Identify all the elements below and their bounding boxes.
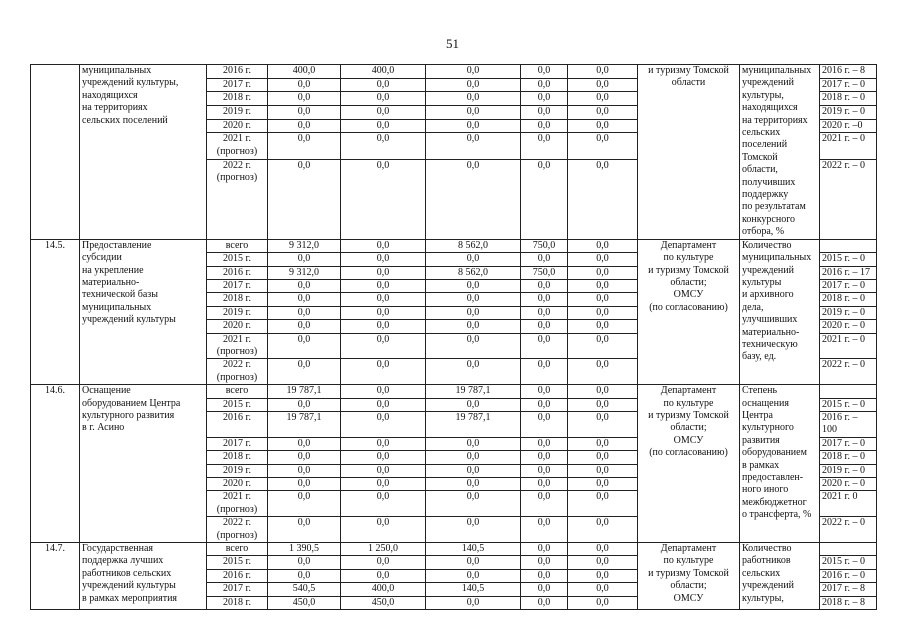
year-cell: 2020 г. xyxy=(207,119,268,133)
amount-cell: 0,0 xyxy=(268,517,341,543)
amount-cell: 0,0 xyxy=(268,78,341,92)
amount-cell: 0,0 xyxy=(341,293,426,306)
amount-cell: 0,0 xyxy=(568,464,638,477)
year-cell: 2019 г. xyxy=(207,464,268,477)
amount-cell: 0,0 xyxy=(341,306,426,319)
amount-cell: 0,0 xyxy=(568,253,638,266)
item-number: 14.6. xyxy=(31,385,80,543)
indicator-value: 2022 г. – 0 xyxy=(820,359,877,385)
amount-cell: 0,0 xyxy=(426,133,521,159)
item-name: Государственная поддержка лучших работников сельских учреждений культуры в рамках мероприятия xyxy=(80,543,207,610)
amount-cell: 0,0 xyxy=(521,320,568,333)
amount-cell: 0,0 xyxy=(268,306,341,319)
amount-cell: 540,5 xyxy=(268,583,341,596)
amount-cell: 8 562,0 xyxy=(426,239,521,252)
amount-cell: 0,0 xyxy=(341,359,426,385)
amount-cell: 0,0 xyxy=(341,398,426,411)
amount-cell: 0,0 xyxy=(521,478,568,491)
amount-cell: 0,0 xyxy=(268,451,341,464)
amount-cell: 8 562,0 xyxy=(426,266,521,279)
amount-cell: 0,0 xyxy=(568,437,638,450)
amount-cell: 0,0 xyxy=(521,569,568,582)
amount-cell: 0,0 xyxy=(268,478,341,491)
amount-cell: 0,0 xyxy=(568,398,638,411)
amount-cell: 0,0 xyxy=(268,491,341,517)
amount-cell: 0,0 xyxy=(521,106,568,120)
table-row xyxy=(31,65,877,79)
indicator-value: 2020 г. –0 xyxy=(820,119,877,133)
year-cell: 2015 г. xyxy=(207,556,268,569)
amount-cell: 0,0 xyxy=(426,517,521,543)
item-number xyxy=(31,65,80,240)
amount-cell: 0,0 xyxy=(426,293,521,306)
amount-cell: 0,0 xyxy=(521,464,568,477)
year-cell: 2022 г. (прогноз) xyxy=(207,517,268,543)
amount-cell: 0,0 xyxy=(521,119,568,133)
item-name: муниципальных учреждений культуры, находящихся на территориях сельских поселений xyxy=(80,65,207,240)
amount-cell: 400,0 xyxy=(268,65,341,79)
amount-cell: 0,0 xyxy=(568,306,638,319)
amount-cell: 0,0 xyxy=(268,464,341,477)
program-table xyxy=(30,64,877,610)
amount-cell: 0,0 xyxy=(568,478,638,491)
amount-cell: 0,0 xyxy=(521,411,568,437)
indicator-value: 2016 г. – 8 xyxy=(820,65,877,79)
amount-cell: 0,0 xyxy=(426,306,521,319)
indicator-value xyxy=(820,385,877,398)
indicator-value: 2017 г. – 0 xyxy=(820,279,877,292)
amount-cell: 0,0 xyxy=(568,119,638,133)
indicator-name: Количество муниципальных учреждений культуры и архивного дела, улучшивших материально- техническую базу, ед. xyxy=(740,239,820,384)
amount-cell: 0,0 xyxy=(521,385,568,398)
responsible-executor: Департамент по культуре и туризму Томской области; ОМСУ (по согласованию) xyxy=(638,239,740,384)
table-row xyxy=(31,385,877,398)
amount-cell: 0,0 xyxy=(568,320,638,333)
amount-cell: 0,0 xyxy=(268,556,341,569)
indicator-value: 2015 г. – 0 xyxy=(820,398,877,411)
amount-cell: 0,0 xyxy=(426,464,521,477)
amount-cell: 0,0 xyxy=(521,437,568,450)
amount-cell: 0,0 xyxy=(521,293,568,306)
amount-cell: 0,0 xyxy=(341,478,426,491)
indicator-value: 2021 г. – 0 xyxy=(820,133,877,159)
amount-cell: 450,0 xyxy=(268,596,341,609)
year-cell: 2018 г. xyxy=(207,293,268,306)
amount-cell: 0,0 xyxy=(426,437,521,450)
page-number: 51 xyxy=(446,36,459,51)
amount-cell: 0,0 xyxy=(568,569,638,582)
indicator-name: Количество работников сельских учреждений культуры, xyxy=(740,543,820,610)
year-cell: 2017 г. xyxy=(207,279,268,292)
amount-cell: 0,0 xyxy=(426,320,521,333)
indicator-value: 2015 г. – 0 xyxy=(820,253,877,266)
amount-cell: 0,0 xyxy=(568,543,638,556)
year-cell: всего xyxy=(207,543,268,556)
amount-cell: 0,0 xyxy=(521,306,568,319)
amount-cell: 0,0 xyxy=(568,133,638,159)
amount-cell: 0,0 xyxy=(426,279,521,292)
amount-cell: 0,0 xyxy=(341,517,426,543)
indicator-value: 2021 г. 0 xyxy=(820,491,877,517)
amount-cell: 0,0 xyxy=(426,333,521,359)
amount-cell: 0,0 xyxy=(521,78,568,92)
indicator-value: 2018 г. – 8 xyxy=(820,596,877,609)
amount-cell: 0,0 xyxy=(568,279,638,292)
indicator-value: 2015 г. – 0 xyxy=(820,556,877,569)
amount-cell: 0,0 xyxy=(568,451,638,464)
amount-cell: 450,0 xyxy=(341,596,426,609)
amount-cell: 0,0 xyxy=(341,451,426,464)
indicator-value xyxy=(820,239,877,252)
year-cell: 2021 г. (прогноз) xyxy=(207,333,268,359)
amount-cell: 0,0 xyxy=(341,106,426,120)
amount-cell: 0,0 xyxy=(268,92,341,106)
amount-cell: 0,0 xyxy=(341,491,426,517)
amount-cell: 140,5 xyxy=(426,583,521,596)
amount-cell: 0,0 xyxy=(341,253,426,266)
amount-cell: 0,0 xyxy=(426,596,521,609)
year-cell: 2022 г. (прогноз) xyxy=(207,359,268,385)
responsible-executor: Департамент по культуре и туризму Томской области; ОМСУ (по согласованию) xyxy=(638,385,740,543)
amount-cell: 0,0 xyxy=(568,266,638,279)
indicator-value: 2022 г. – 0 xyxy=(820,159,877,239)
year-cell: 2021 г. (прогноз) xyxy=(207,133,268,159)
amount-cell: 0,0 xyxy=(341,320,426,333)
year-cell: 2018 г. xyxy=(207,92,268,106)
amount-cell: 750,0 xyxy=(521,266,568,279)
amount-cell: 0,0 xyxy=(426,119,521,133)
year-cell: 2015 г. xyxy=(207,253,268,266)
amount-cell: 0,0 xyxy=(521,556,568,569)
amount-cell: 0,0 xyxy=(521,159,568,239)
amount-cell: 0,0 xyxy=(341,556,426,569)
item-name: Предоставление субсидии на укрепление материально- технической базы муниципальных учреждений культуры xyxy=(80,239,207,384)
amount-cell: 0,0 xyxy=(426,359,521,385)
amount-cell: 0,0 xyxy=(341,279,426,292)
amount-cell: 0,0 xyxy=(268,398,341,411)
amount-cell: 0,0 xyxy=(521,133,568,159)
year-cell: 2019 г. xyxy=(207,106,268,120)
amount-cell: 0,0 xyxy=(341,385,426,398)
year-cell: 2018 г. xyxy=(207,451,268,464)
amount-cell: 0,0 xyxy=(341,569,426,582)
amount-cell: 0,0 xyxy=(341,78,426,92)
year-cell: 2020 г. xyxy=(207,320,268,333)
amount-cell: 1 390,5 xyxy=(268,543,341,556)
amount-cell: 0,0 xyxy=(341,464,426,477)
amount-cell: 0,0 xyxy=(268,159,341,239)
indicator-name: муниципальных учреждений культуры, находящихся на территориях сельских поселений Томской области, получивших поддержку по результатам конкурсного отбора, % xyxy=(740,65,820,240)
indicator-value: 2019 г. – 0 xyxy=(820,306,877,319)
amount-cell: 0,0 xyxy=(568,517,638,543)
amount-cell: 0,0 xyxy=(426,398,521,411)
amount-cell: 0,0 xyxy=(268,106,341,120)
year-cell: всего xyxy=(207,239,268,252)
amount-cell: 0,0 xyxy=(426,92,521,106)
amount-cell: 0,0 xyxy=(568,78,638,92)
amount-cell: 0,0 xyxy=(341,333,426,359)
amount-cell: 0,0 xyxy=(568,596,638,609)
amount-cell: 0,0 xyxy=(568,333,638,359)
amount-cell: 0,0 xyxy=(568,92,638,106)
indicator-value: 2020 г. – 0 xyxy=(820,320,877,333)
year-cell: 2016 г. xyxy=(207,65,268,79)
amount-cell: 0,0 xyxy=(268,333,341,359)
year-cell: 2016 г. xyxy=(207,569,268,582)
amount-cell: 140,5 xyxy=(426,543,521,556)
amount-cell: 0,0 xyxy=(568,65,638,79)
year-cell: 2019 г. xyxy=(207,306,268,319)
amount-cell: 0,0 xyxy=(568,159,638,239)
amount-cell: 0,0 xyxy=(426,569,521,582)
year-cell: 2017 г. xyxy=(207,78,268,92)
amount-cell: 0,0 xyxy=(268,253,341,266)
amount-cell: 0,0 xyxy=(341,92,426,106)
amount-cell: 0,0 xyxy=(521,543,568,556)
amount-cell: 0,0 xyxy=(568,385,638,398)
indicator-value: 2022 г. – 0 xyxy=(820,517,877,543)
indicator-value: 2016 г. – 100 xyxy=(820,411,877,437)
amount-cell: 9 312,0 xyxy=(268,239,341,252)
amount-cell: 0,0 xyxy=(268,119,341,133)
amount-cell: 0,0 xyxy=(426,65,521,79)
year-cell: 2016 г. xyxy=(207,266,268,279)
indicator-value: 2018 г. – 0 xyxy=(820,293,877,306)
amount-cell: 400,0 xyxy=(341,65,426,79)
indicator-value: 2018 г. – 0 xyxy=(820,92,877,106)
amount-cell: 0,0 xyxy=(521,359,568,385)
year-cell: 2018 г. xyxy=(207,596,268,609)
responsible-executor: и туризму Томской области xyxy=(638,65,740,240)
indicator-value: 2019 г. – 0 xyxy=(820,106,877,120)
amount-cell: 0,0 xyxy=(568,556,638,569)
amount-cell: 0,0 xyxy=(426,106,521,120)
indicator-value: 2020 г. – 0 xyxy=(820,478,877,491)
amount-cell: 0,0 xyxy=(268,569,341,582)
amount-cell: 0,0 xyxy=(521,451,568,464)
amount-cell: 0,0 xyxy=(268,293,341,306)
amount-cell: 0,0 xyxy=(568,491,638,517)
amount-cell: 0,0 xyxy=(426,451,521,464)
amount-cell: 0,0 xyxy=(341,239,426,252)
indicator-value: 2017 г. – 0 xyxy=(820,437,877,450)
amount-cell: 0,0 xyxy=(521,65,568,79)
amount-cell: 0,0 xyxy=(568,583,638,596)
amount-cell: 0,0 xyxy=(521,279,568,292)
year-cell: 2022 г. (прогноз) xyxy=(207,159,268,239)
amount-cell: 0,0 xyxy=(568,359,638,385)
amount-cell: 0,0 xyxy=(426,478,521,491)
year-cell: 2021 г. (прогноз) xyxy=(207,491,268,517)
amount-cell: 0,0 xyxy=(268,437,341,450)
amount-cell: 0,0 xyxy=(268,320,341,333)
indicator-value xyxy=(820,543,877,556)
item-number: 14.5. xyxy=(31,239,80,384)
amount-cell: 0,0 xyxy=(568,411,638,437)
year-cell: всего xyxy=(207,385,268,398)
amount-cell: 0,0 xyxy=(426,159,521,239)
amount-cell: 0,0 xyxy=(268,133,341,159)
amount-cell: 0,0 xyxy=(521,491,568,517)
amount-cell: 0,0 xyxy=(341,119,426,133)
amount-cell: 19 787,1 xyxy=(426,411,521,437)
amount-cell: 0,0 xyxy=(521,92,568,106)
amount-cell: 19 787,1 xyxy=(426,385,521,398)
amount-cell: 0,0 xyxy=(521,583,568,596)
table-row xyxy=(31,239,877,252)
year-cell: 2015 г. xyxy=(207,398,268,411)
amount-cell: 0,0 xyxy=(426,491,521,517)
year-cell: 2017 г. xyxy=(207,583,268,596)
amount-cell: 0,0 xyxy=(568,106,638,120)
responsible-executor: Департамент по культуре и туризму Томской области; ОМСУ xyxy=(638,543,740,610)
indicator-value: 2019 г. – 0 xyxy=(820,464,877,477)
indicator-value: 2018 г. – 0 xyxy=(820,451,877,464)
amount-cell: 1 250,0 xyxy=(341,543,426,556)
amount-cell: 0,0 xyxy=(426,78,521,92)
amount-cell: 0,0 xyxy=(268,359,341,385)
table-row xyxy=(31,543,877,556)
amount-cell: 0,0 xyxy=(521,398,568,411)
amount-cell: 19 787,1 xyxy=(268,385,341,398)
indicator-value: 2016 г. – 0 xyxy=(820,569,877,582)
amount-cell: 19 787,1 xyxy=(268,411,341,437)
amount-cell: 0,0 xyxy=(341,159,426,239)
amount-cell: 0,0 xyxy=(521,517,568,543)
amount-cell: 0,0 xyxy=(426,253,521,266)
indicator-value: 2017 г. – 0 xyxy=(820,78,877,92)
year-cell: 2017 г. xyxy=(207,437,268,450)
item-number: 14.7. xyxy=(31,543,80,610)
year-cell: 2020 г. xyxy=(207,478,268,491)
indicator-value: 2017 г. – 8 xyxy=(820,583,877,596)
amount-cell: 750,0 xyxy=(521,239,568,252)
year-cell: 2016 г. xyxy=(207,411,268,437)
amount-cell: 0,0 xyxy=(521,596,568,609)
amount-cell: 0,0 xyxy=(341,411,426,437)
amount-cell: 0,0 xyxy=(341,437,426,450)
indicator-value: 2016 г. – 17 xyxy=(820,266,877,279)
amount-cell: 0,0 xyxy=(268,279,341,292)
indicator-value: 2021 г. – 0 xyxy=(820,333,877,359)
item-name: Оснащение оборудованием Центра культурного развития в г. Асино xyxy=(80,385,207,543)
amount-cell: 0,0 xyxy=(426,556,521,569)
amount-cell: 0,0 xyxy=(341,266,426,279)
amount-cell: 0,0 xyxy=(521,253,568,266)
amount-cell: 0,0 xyxy=(568,239,638,252)
amount-cell: 400,0 xyxy=(341,583,426,596)
amount-cell: 0,0 xyxy=(568,293,638,306)
amount-cell: 0,0 xyxy=(341,133,426,159)
amount-cell: 9 312,0 xyxy=(268,266,341,279)
amount-cell: 0,0 xyxy=(521,333,568,359)
indicator-name: Степень оснащения Центра культурного развития оборудованием в рамках предоставлен- ного иного межбюджетног о трансферта, % xyxy=(740,385,820,543)
